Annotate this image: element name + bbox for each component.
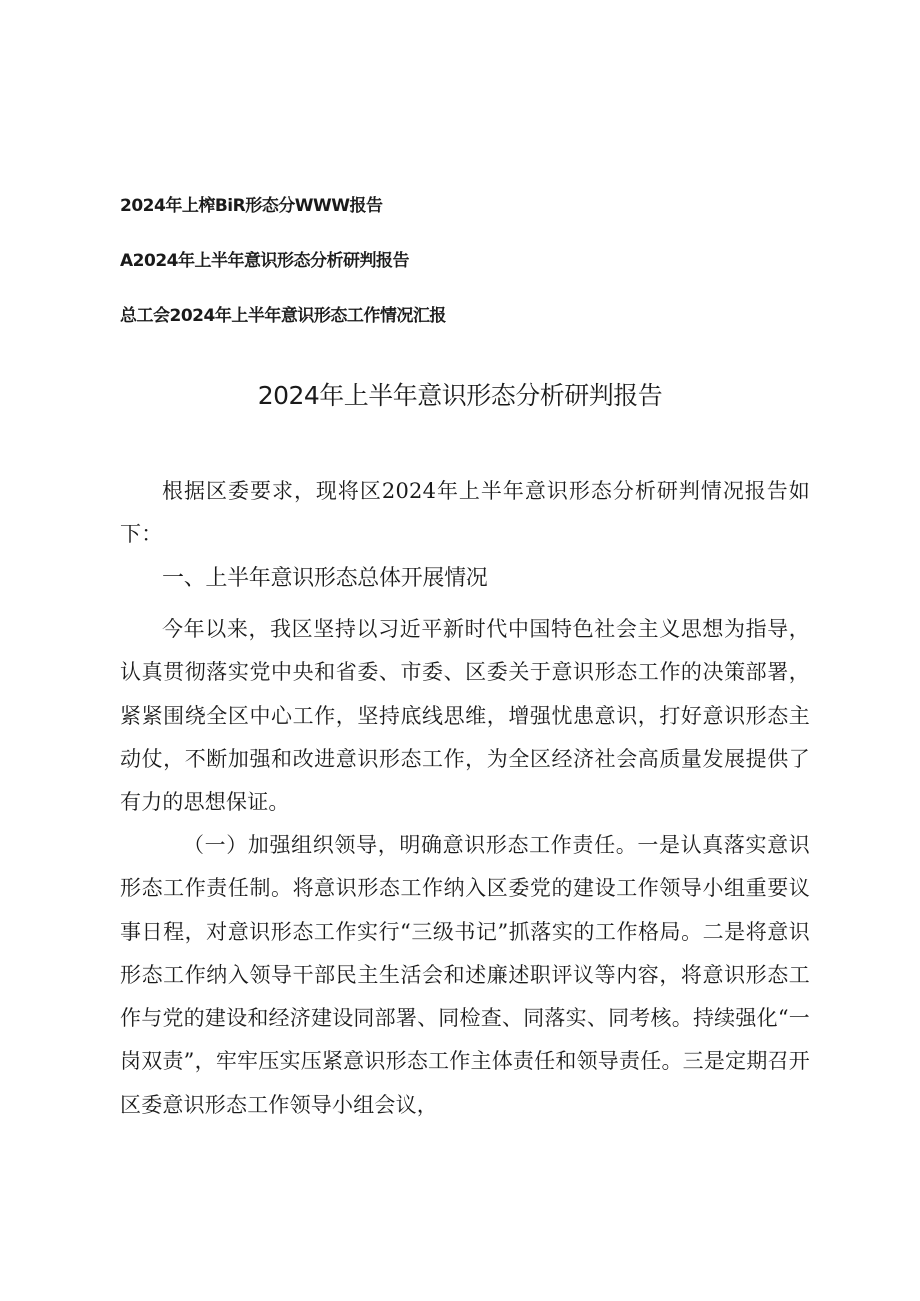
toc-entry-2: A2024年上半年意识形态分析研判报告 [120, 251, 409, 271]
toc-entry-3: 总工会2024年上半年意识形态工作情况汇报 [120, 306, 446, 326]
toc-entry-1: 2024年上榨BiR形态分WWW报告 [120, 196, 383, 216]
intro-paragraph: 根据区委要求，现将区2024年上半年意识形态分析研判情况报告如下： [120, 479, 810, 547]
body-paragraph-2: （一）加强组织领导，明确意识形态工作责任。一是认真落实意识形态工作责任制。将意识形态工作纳入区委党的建设工作领导小组重要议事日程，对意识形态工作实行“三级书记”抓落实的工作格局。二是将意识形态工作纳入领导干部民主生活会和述廉述职评议等内容，将意识形态工作与党的建设和经济建设同部署、同检查、同落实、同考核。持续强化“一岗双责”，牢牢压实压紧意识形态工作主体责任和领导责任。三是定期召开区委意识形态工作领导小组会议， [120, 833, 810, 1117]
section-heading-1: 一、上半年意识形态总体开展情况 [162, 566, 488, 591]
document-title: 2024年上半年意识形态分析研判报告 [257, 381, 663, 410]
body-paragraph-1: 今年以来，我区坚持以习近平新时代中国特色社会主义思想为指导，认真贯彻落实党中央和省委、市委、区委关于意识形态工作的决策部署，紧紧围绕全区中心工作，坚持底线思维，增强忧患意识，打好意识形态主动仗，不断加强和改进意识形态工作，为全区经济社会高质量发展提供了有力的思想保证。 [120, 617, 810, 815]
